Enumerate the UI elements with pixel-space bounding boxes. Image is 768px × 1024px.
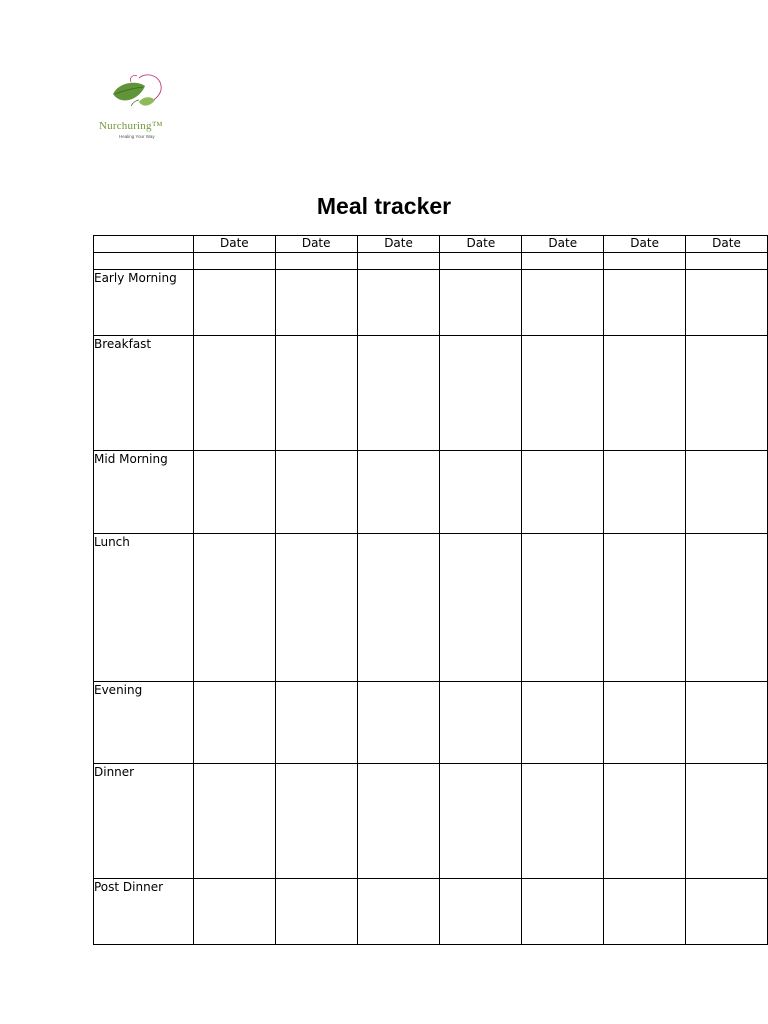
- meal-entry-cell[interactable]: [686, 879, 768, 945]
- date-header: Date: [193, 236, 275, 253]
- meal-entry-cell[interactable]: [522, 336, 604, 451]
- meal-label: Post Dinner: [94, 879, 194, 945]
- meal-entry-cell[interactable]: [440, 682, 522, 764]
- page-title: Meal tracker: [316, 193, 452, 219]
- meal-entry-cell[interactable]: [357, 764, 440, 879]
- meal-entry-cell[interactable]: [686, 451, 768, 534]
- meal-entry-cell[interactable]: [440, 879, 522, 945]
- brand-logo: [99, 72, 185, 144]
- date-header: Date: [357, 236, 440, 253]
- meal-entry-cell[interactable]: [604, 534, 686, 682]
- date-entry-cell[interactable]: [686, 253, 768, 270]
- meal-row-evening: [94, 682, 768, 764]
- date-header-row: [94, 236, 768, 253]
- meal-entry-cell[interactable]: [275, 270, 357, 336]
- meal-entry-cell[interactable]: [357, 336, 440, 451]
- date-entry-cell[interactable]: [357, 253, 440, 270]
- meal-entry-cell[interactable]: [440, 336, 522, 451]
- meal-entry-cell[interactable]: [522, 451, 604, 534]
- brand-tagline: Healing Your Way: [119, 134, 155, 139]
- meal-label: Lunch: [94, 534, 194, 682]
- meal-entry-cell[interactable]: [686, 682, 768, 764]
- meal-entry-cell[interactable]: [275, 534, 357, 682]
- meal-label: Mid Morning: [94, 451, 194, 534]
- date-entry-cell[interactable]: [275, 253, 357, 270]
- meal-row-lunch: [94, 534, 768, 682]
- meal-entry-cell[interactable]: [193, 879, 275, 945]
- meal-entry-cell[interactable]: [357, 534, 440, 682]
- meal-entry-cell[interactable]: [193, 451, 275, 534]
- meal-entry-cell[interactable]: [440, 534, 522, 682]
- meal-row-post-dinner: [94, 879, 768, 945]
- meal-entry-cell[interactable]: [193, 270, 275, 336]
- meal-entry-cell[interactable]: [440, 764, 522, 879]
- meal-entry-cell[interactable]: [440, 451, 522, 534]
- meal-entry-cell[interactable]: [604, 336, 686, 451]
- meal-entry-cell[interactable]: [604, 682, 686, 764]
- date-header: Date: [686, 236, 768, 253]
- meal-entry-cell[interactable]: [275, 879, 357, 945]
- date-entry-cell[interactable]: [193, 253, 275, 270]
- meal-entry-cell[interactable]: [604, 451, 686, 534]
- meal-label: Breakfast: [94, 336, 194, 451]
- meal-entry-cell[interactable]: [686, 534, 768, 682]
- date-entry-cell[interactable]: [522, 253, 604, 270]
- meal-entry-cell[interactable]: [357, 270, 440, 336]
- header-corner-cell: [94, 236, 194, 253]
- meal-entry-cell[interactable]: [604, 764, 686, 879]
- meal-entry-cell[interactable]: [686, 336, 768, 451]
- leaf-logo-icon: [109, 72, 169, 118]
- meal-entry-cell[interactable]: [686, 270, 768, 336]
- date-entry-cell[interactable]: [440, 253, 522, 270]
- date-entry-row: [94, 253, 768, 270]
- meal-entry-cell[interactable]: [193, 336, 275, 451]
- meal-entry-cell[interactable]: [440, 270, 522, 336]
- date-header: Date: [604, 236, 686, 253]
- meal-entry-cell[interactable]: [357, 682, 440, 764]
- meal-row-early-morning: [94, 270, 768, 336]
- meal-entry-cell[interactable]: [193, 682, 275, 764]
- date-entry-corner: [94, 253, 194, 270]
- meal-entry-cell[interactable]: [275, 764, 357, 879]
- meal-entry-cell[interactable]: [686, 764, 768, 879]
- meal-row-breakfast: [94, 336, 768, 451]
- date-header: Date: [522, 236, 604, 253]
- meal-row-dinner: [94, 764, 768, 879]
- meal-tracker-table: [93, 235, 768, 945]
- meal-entry-cell[interactable]: [522, 879, 604, 945]
- meal-entry-cell[interactable]: [357, 451, 440, 534]
- meal-entry-cell[interactable]: [522, 682, 604, 764]
- meal-label: Early Morning: [94, 270, 194, 336]
- date-header: Date: [440, 236, 522, 253]
- brand-name: Nurchuring™: [99, 120, 163, 132]
- meal-entry-cell[interactable]: [275, 682, 357, 764]
- meal-row-mid-morning: [94, 451, 768, 534]
- meal-entry-cell[interactable]: [522, 534, 604, 682]
- date-entry-cell[interactable]: [604, 253, 686, 270]
- date-header: Date: [275, 236, 357, 253]
- meal-entry-cell[interactable]: [604, 270, 686, 336]
- meal-entry-cell[interactable]: [193, 534, 275, 682]
- meal-label: Dinner: [94, 764, 194, 879]
- meal-entry-cell[interactable]: [275, 451, 357, 534]
- meal-entry-cell[interactable]: [193, 764, 275, 879]
- meal-entry-cell[interactable]: [604, 879, 686, 945]
- meal-label: Evening: [94, 682, 194, 764]
- meal-entry-cell[interactable]: [275, 336, 357, 451]
- meal-entry-cell[interactable]: [522, 270, 604, 336]
- meal-entry-cell[interactable]: [522, 764, 604, 879]
- meal-entry-cell[interactable]: [357, 879, 440, 945]
